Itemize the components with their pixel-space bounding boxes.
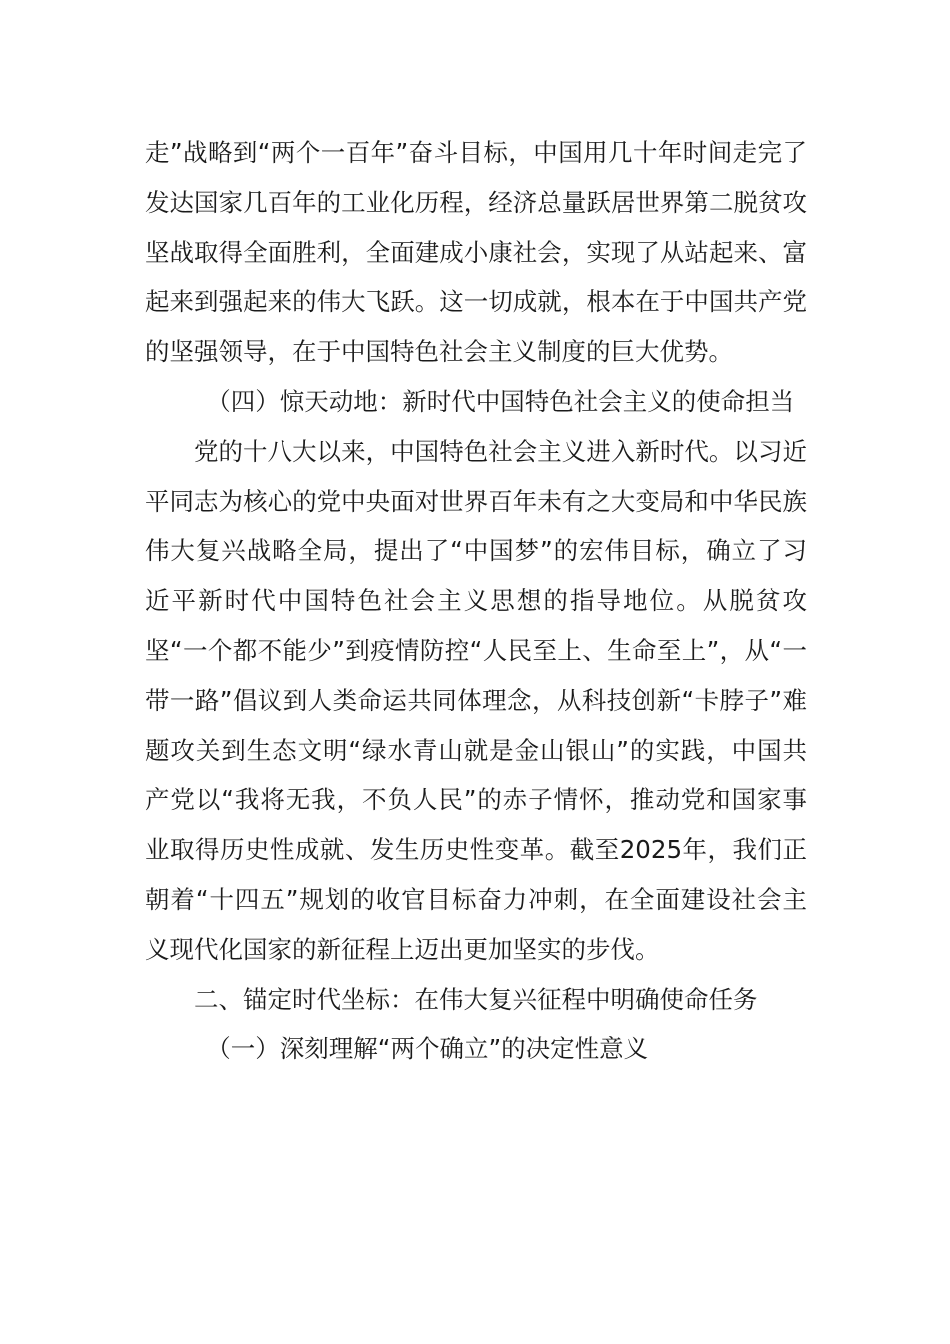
- section-heading-one: （一）深刻理解“两个确立”的决定性意义: [206, 1034, 649, 1064]
- document-body: [145, 128, 807, 1074]
- body-paragraph-new-era: 党的十八大以来，中国特色社会主义进入新时代。以习近平同志为核心的党中央面对世界百年未有之大变局和中华民族伟大复兴战略全局，提出了“中国梦”的宏伟目标，确立了习近平新时代中国特色社会主义思想的指导地位。从脱贫攻坚“一个都不能少”到疫情防控“人民至上、生命至上”，从“一带一路”倡议到人类命运共同体理念，从科技创新“卡脖子”难题攻关到生态文明“绿水青山就是金山银山”的实践，中国共产党以“我将无我，不负人民”的赤子情怀，推动党和国家事业取得历史性成就、发生历史性变革。截至2025年，我们正朝着“十四五”规划的收官目标奋力冲刺，在全面建设社会主义现代化国家的新征程上迈出更加坚实的步伐。: [145, 436, 807, 964]
- section-heading-four: （四）惊天动地：新时代中国特色社会主义的使命担当: [206, 386, 795, 416]
- chapter-heading-two: 二、锚定时代坐标：在伟大复兴征程中明确使命任务: [194, 984, 758, 1014]
- body-paragraph-continued: 走”战略到“两个一百年”奋斗目标，中国用几十年时间走完了发达国家几百年的工业化历程，经济总量跃居世界第二脱贫攻坚战取得全面胜利，全面建成小康社会，实现了从站起来、富起来到强起来的伟大飞跃。这一切成就，根本在于中国共产党的坚强领导，在于中国特色社会主义制度的巨大优势。: [145, 138, 807, 367]
